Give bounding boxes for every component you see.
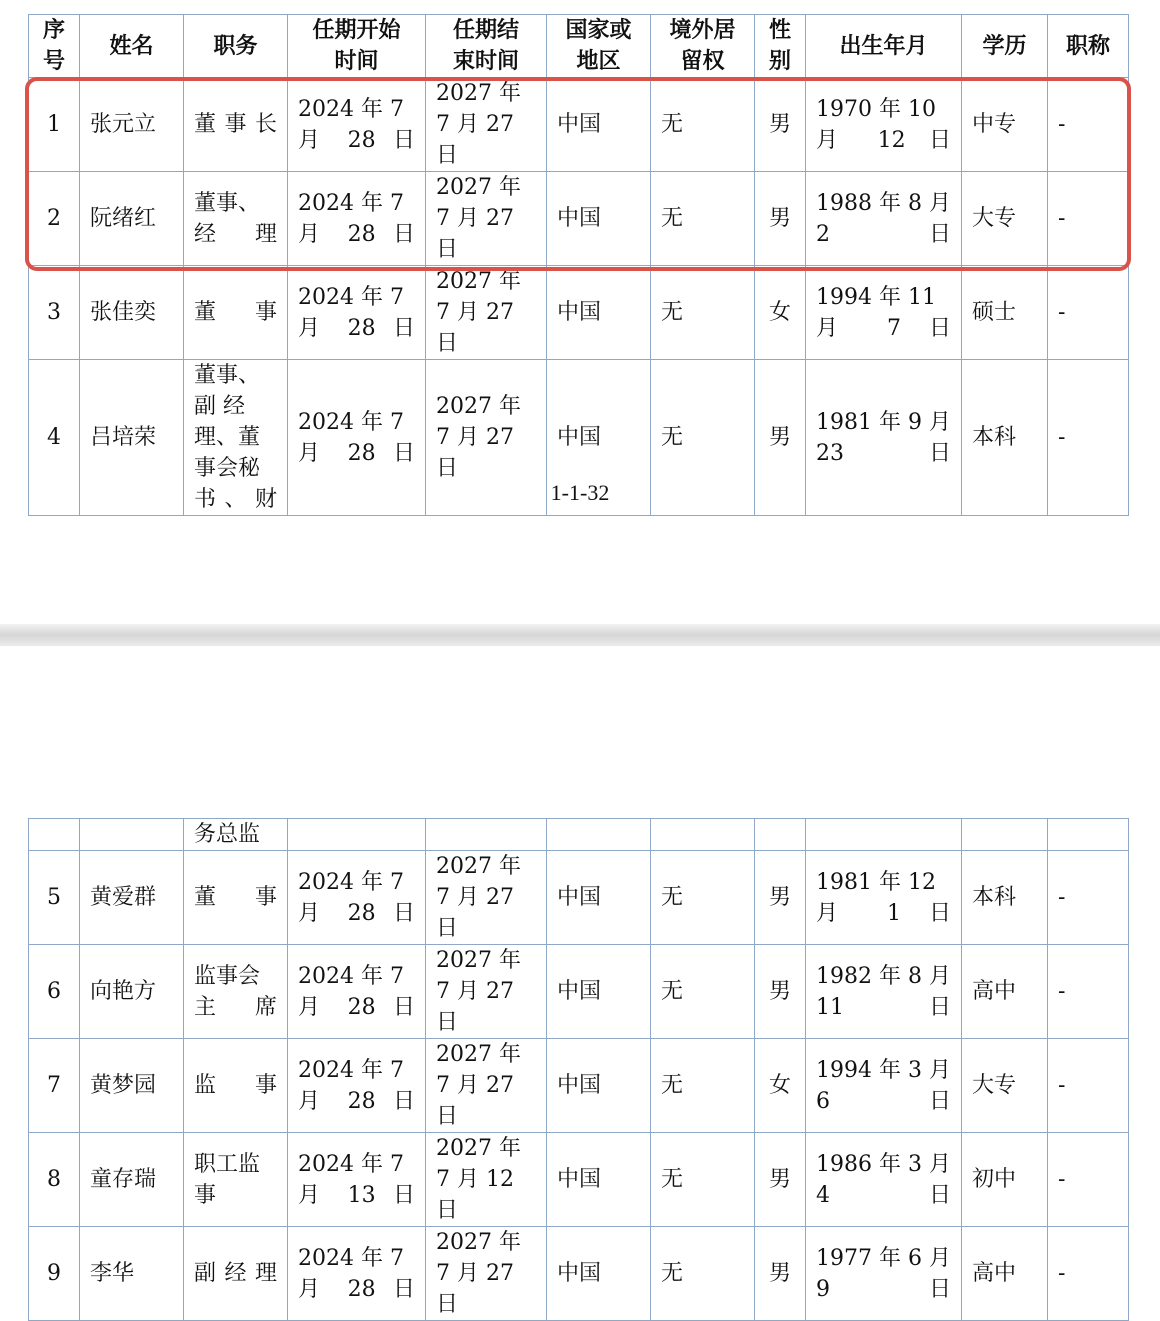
cell-gender: 女 [755,266,806,360]
cell-start: 2024 年 7 月 28 日 [288,78,426,172]
cell-edu: 高中 [962,1227,1048,1321]
cell-edu: 本科 [962,360,1048,516]
directors-table-top [28,14,1129,516]
cell [806,819,962,851]
cell-residency: 无 [651,1133,755,1227]
cell-edu: 大专 [962,1039,1048,1133]
cell-role: 董事长 [184,78,288,172]
cell-role: 职工监事 [184,1133,288,1227]
cell [755,819,806,851]
header-country: 国家或 地区 [547,15,651,78]
cell-start: 2024 年 7 月 28 日 [288,851,426,945]
cell-birth: 1977 年 6 月 9 日 [806,1227,962,1321]
cell-name: 吕培荣 [80,360,184,516]
directors-table-bottom [28,818,1129,1321]
page-separator [0,624,1160,646]
table-row [29,78,1129,172]
header-role: 职务 [184,15,288,78]
cell-gender: 男 [755,360,806,516]
cell-role: 监事会主席 [184,945,288,1039]
cell-name: 张佳奕 [80,266,184,360]
cell-birth: 1994 年 11 月 7 日 [806,266,962,360]
cell-birth: 1982 年 8 月 11 日 [806,945,962,1039]
cell-residency: 无 [651,266,755,360]
cell-start: 2024 年 7 月 28 日 [288,945,426,1039]
cell-country: 中国 [547,1227,651,1321]
header-gender: 性 别 [755,15,806,78]
cell-title: - [1048,266,1129,360]
cell-country: 中国 [547,945,651,1039]
header-edu: 学历 [962,15,1048,78]
page-number: 1-1-32 [550,480,610,505]
cell-title: - [1048,172,1129,266]
cell-title: - [1048,1227,1129,1321]
cell-end: 2027 年 7 月 27 日 [426,1039,547,1133]
cell-gender: 男 [755,851,806,945]
cell-start: 2024 年 7 月 28 日 [288,172,426,266]
cell-start: 2024 年 7 月 13 日 [288,1133,426,1227]
cell-name: 黄梦园 [80,1039,184,1133]
cell-title: - [1048,1133,1129,1227]
cell-name: 向艳方 [80,945,184,1039]
cell-name: 阮绪红 [80,172,184,266]
cell-title: - [1048,945,1129,1039]
cell-name: 张元立 [80,78,184,172]
cell-edu: 硕士 [962,266,1048,360]
cell-birth: 1986 年 3 月 4 日 [806,1133,962,1227]
cell-end: 2027 年 7 月 27 日 [426,851,547,945]
cell-no: 6 [29,945,80,1039]
cell [651,819,755,851]
header-birth: 出生年月 [806,15,962,78]
cell-country: 中国 [547,172,651,266]
cell-country: 中国 [547,266,651,360]
cell-birth: 1994 年 3 月 6 日 [806,1039,962,1133]
cell-no: 3 [29,266,80,360]
cell-end: 2027 年 7 月 27 日 [426,1227,547,1321]
cell-residency: 无 [651,1227,755,1321]
cell-edu: 本科 [962,851,1048,945]
cell-residency: 无 [651,851,755,945]
cell [1048,819,1129,851]
cell-residency: 无 [651,1039,755,1133]
cell-title: - [1048,1039,1129,1133]
cell [962,819,1048,851]
cell-name: 黄爱群 [80,851,184,945]
cell-name: 李华 [80,1227,184,1321]
header-residency: 境外居 留权 [651,15,755,78]
table-row [29,172,1129,266]
cell-title: - [1048,851,1129,945]
cell-no: 4 [29,360,80,516]
header-end: 任期结 束时间 [426,15,547,78]
cell-start: 2024 年 7 月 28 日 [288,266,426,360]
cell-gender: 女 [755,1039,806,1133]
cell-country: 中国 [547,360,651,516]
cell-residency: 无 [651,945,755,1039]
table-row [29,1227,1129,1321]
cell-edu: 中专 [962,78,1048,172]
continued-row [29,819,1129,851]
cell-birth: 1988 年 8 月 2 日 [806,172,962,266]
cell-no: 7 [29,1039,80,1133]
cell-country: 中国 [547,851,651,945]
header-name: 姓名 [80,15,184,78]
cell-no: 2 [29,172,80,266]
cell-end: 2027 年 7 月 27 日 [426,78,547,172]
cell-end: 2027 年 7 月 27 日 [426,945,547,1039]
cell-gender: 男 [755,1227,806,1321]
cell [288,819,426,851]
cell-gender: 男 [755,1133,806,1227]
cell-country: 中国 [547,1039,651,1133]
cell-role: 董事 [184,851,288,945]
cell-residency: 无 [651,360,755,516]
cell-gender: 男 [755,78,806,172]
table-row [29,1039,1129,1133]
cell-birth: 1981 年 12 月 1 日 [806,851,962,945]
table-row [29,851,1129,945]
header-start: 任期开始 时间 [288,15,426,78]
table-row [29,266,1129,360]
cell-no: 1 [29,78,80,172]
cell-residency: 无 [651,78,755,172]
cell-country: 中国 [547,1133,651,1227]
cell [547,819,651,851]
cell [426,819,547,851]
cell-name: 童存瑞 [80,1133,184,1227]
cell-birth: 1970 年 10 月 12 日 [806,78,962,172]
cell-edu: 初中 [962,1133,1048,1227]
cell-start: 2024 年 7 月 28 日 [288,1227,426,1321]
cell-end: 2027 年 7 月 12 日 [426,1133,547,1227]
cell-role: 董事、经理 [184,172,288,266]
cell-country: 中国 [547,78,651,172]
cell-start: 2024 年 7 月 28 日 [288,1039,426,1133]
cell-role: 副经理 [184,1227,288,1321]
cell-end: 2027 年 7 月 27 日 [426,172,547,266]
cell-end: 2027 年 7 月 27 日 [426,266,547,360]
cell-no: 9 [29,1227,80,1321]
cell-no: 5 [29,851,80,945]
header-no: 序 号 [29,15,80,78]
cell-start: 2024 年 7 月 28 日 [288,360,426,516]
cell [29,819,80,851]
cell [80,819,184,851]
cell-role: 监事 [184,1039,288,1133]
cell-title: - [1048,78,1129,172]
cell-end: 2027 年 7 月 27 日 [426,360,547,516]
cell-role: 董事 [184,266,288,360]
cell-title: - [1048,360,1129,516]
cell-gender: 男 [755,172,806,266]
cell-residency: 无 [651,172,755,266]
cell-no: 8 [29,1133,80,1227]
cell-role: 董事、副 经理、董事会秘书、财 [184,360,288,516]
table-row [29,945,1129,1039]
cell-role-continued: 务总监 [184,819,288,851]
cell-gender: 男 [755,945,806,1039]
cell-birth: 1981 年 9 月 23 日 [806,360,962,516]
cell-edu: 高中 [962,945,1048,1039]
header-row [29,15,1129,78]
header-title: 职称 [1048,15,1129,78]
cell-edu: 大专 [962,172,1048,266]
